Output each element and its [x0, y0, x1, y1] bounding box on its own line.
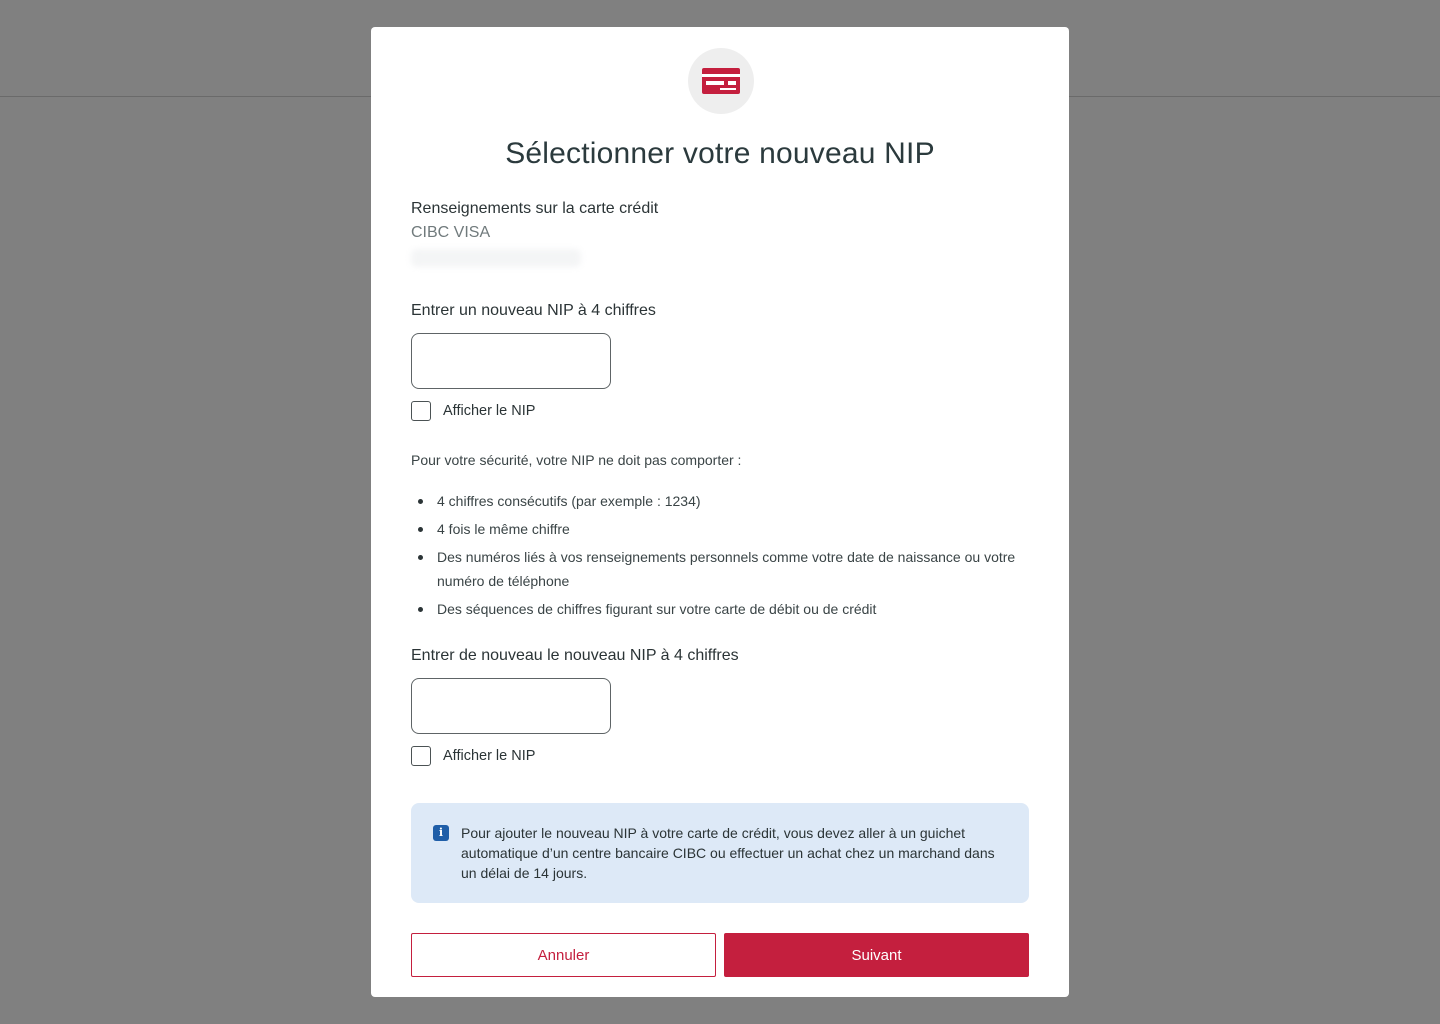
card-info-label: Renseignements sur la carte crédit: [411, 200, 659, 217]
cancel-button[interactable]: Annuler: [411, 933, 716, 977]
rule-text: 4 fois le même chiffre: [437, 521, 570, 537]
bullet-icon: [418, 527, 423, 532]
next-button[interactable]: Suivant: [724, 933, 1029, 977]
confirm-pin-label: Entrer de nouveau le nouveau NIP à 4 chiffres: [411, 647, 739, 664]
show-new-pin-label[interactable]: Afficher le NIP: [443, 403, 536, 419]
list-item: [411, 545, 1029, 593]
security-intro: Pour votre sécurité, votre NIP ne doit pas comporter :: [411, 452, 742, 468]
list-item: [411, 489, 1029, 513]
show-confirm-pin-label[interactable]: Afficher le NIP: [443, 748, 536, 764]
info-text: Pour ajouter le nouveau NIP à votre carte de crédit, vous devez aller à un guichet automatique d’un centre bancaire CIBC ou effectuer un achat chez un marchand dans un délai de 14 jours.: [461, 825, 995, 881]
show-confirm-pin-checkbox[interactable]: [411, 746, 431, 766]
rule-text: Des séquences de chiffres figurant sur votre carte de débit ou de crédit: [437, 601, 877, 617]
info-notice: [411, 803, 1029, 903]
bullet-icon: [418, 555, 423, 560]
new-pin-label: Entrer un nouveau NIP à 4 chiffres: [411, 302, 656, 319]
bullet-icon: [418, 499, 423, 504]
credit-card-icon: [688, 48, 754, 114]
card-number-redacted: [411, 249, 581, 267]
show-new-pin-checkbox[interactable]: [411, 401, 431, 421]
pin-rules-list: [411, 489, 1029, 625]
show-confirm-pin-checkbox-row[interactable]: [411, 746, 535, 766]
info-icon: i: [433, 825, 449, 841]
rule-text: Des numéros liés à vos renseignements personnels comme votre date de naissance ou votre numéro de téléphone: [437, 549, 1016, 589]
list-item: [411, 597, 1029, 621]
show-new-pin-checkbox-row[interactable]: [411, 401, 535, 421]
list-item: [411, 517, 1029, 541]
new-pin-input[interactable]: [411, 333, 611, 389]
bullet-icon: [418, 607, 423, 612]
confirm-pin-input[interactable]: [411, 678, 611, 734]
rule-text: 4 chiffres consécutifs (par exemple : 1234): [437, 493, 701, 509]
card-name: CIBC VISA: [411, 224, 491, 241]
select-pin-dialog: [371, 27, 1069, 997]
dialog-title: Sélectionner votre nouveau NIP: [505, 137, 935, 170]
